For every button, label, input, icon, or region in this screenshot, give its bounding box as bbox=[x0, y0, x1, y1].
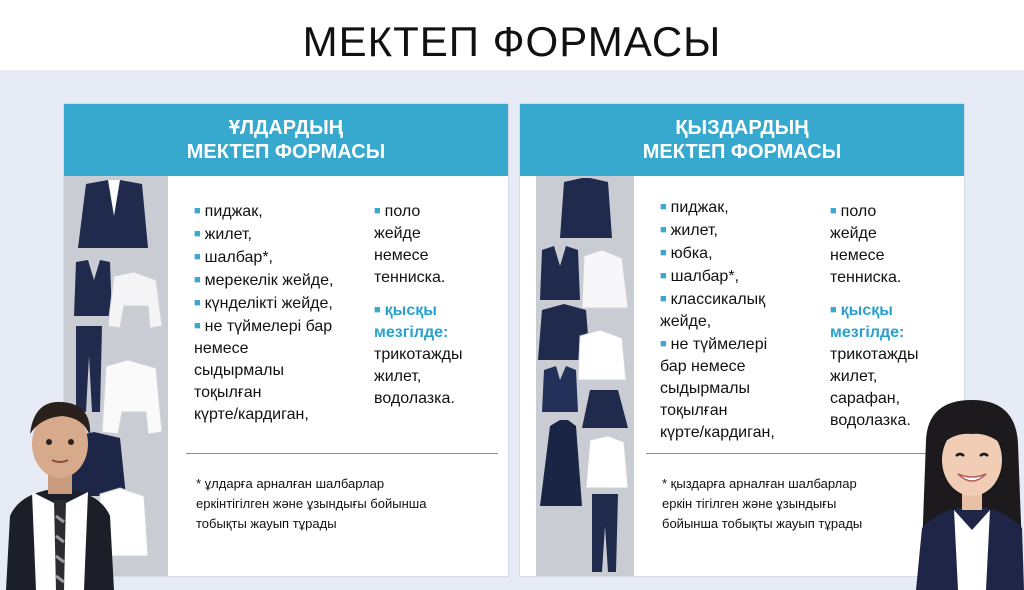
list-item: ■ поло жейде немесе тенниска. bbox=[374, 203, 446, 286]
list-item: ■ жилет, bbox=[194, 226, 252, 243]
list-item: ■ шалбар*, bbox=[660, 268, 739, 285]
list-item: ■ пиджак, bbox=[660, 199, 729, 216]
boys-uniform-panel bbox=[64, 104, 508, 576]
boys-header-line1: ҰЛДАРДЫҢ bbox=[228, 117, 344, 139]
blazer-image bbox=[560, 178, 612, 238]
boys-panel-header bbox=[64, 104, 508, 176]
shirt-image bbox=[108, 272, 162, 328]
girls-extra-column bbox=[830, 200, 950, 432]
girls-panel-header bbox=[520, 104, 964, 176]
boy-student-image bbox=[0, 396, 118, 590]
boys-extra-column bbox=[374, 200, 494, 410]
classic-shirt-image bbox=[578, 330, 626, 380]
boys-header-line2: МЕКТЕП ФОРМАСЫ bbox=[186, 141, 386, 163]
girls-footnote: * қыздарға арналған шалбарлар еркін тігілген және ұзындығы бойынша тобықты жауып тұрады bbox=[662, 476, 863, 531]
girls-header-line2: МЕКТЕП ФОРМАСЫ bbox=[642, 141, 842, 163]
knitted-vest-image bbox=[542, 366, 578, 412]
sarafan-image bbox=[540, 420, 582, 506]
turtleneck-image bbox=[586, 436, 628, 488]
skirt-image bbox=[582, 390, 628, 428]
list-item: ■ шалбар*, bbox=[194, 249, 273, 266]
girls-winter-items: трикотажды жилет, сарафан, водолазка. bbox=[830, 346, 919, 429]
girl-student-image bbox=[912, 400, 1024, 590]
vest-image bbox=[540, 246, 580, 300]
list-item: ■ поло жейде немесе тенниска. bbox=[830, 203, 902, 286]
list-item: ■ пиджак, bbox=[194, 203, 263, 220]
list-item: ■ мерекелік жейде, bbox=[194, 272, 334, 289]
girls-header-line1: ҚЫЗДАРДЫҢ bbox=[675, 117, 809, 139]
page-title: МЕКТЕП ФОРМАСЫ bbox=[302, 18, 722, 65]
list-item: ■ күнделікті жейде, bbox=[194, 295, 333, 312]
list-item: ■ жилет, bbox=[660, 222, 718, 239]
blouse-image bbox=[582, 250, 628, 308]
boys-items-column bbox=[194, 200, 374, 426]
list-item: ■ не түймелері бар немесе сыдырмалы тоқылған күрте/кардиган, bbox=[194, 318, 333, 423]
girls-items-column bbox=[660, 196, 830, 444]
vest-image bbox=[74, 260, 112, 316]
list-item: ■ классикалық жейде, bbox=[660, 291, 766, 330]
list-item: ■ не түймелері бар немесе сыдырмалы тоқылған күрте/кардиган, bbox=[660, 336, 775, 441]
girls-garments-image bbox=[536, 176, 634, 576]
trousers-image bbox=[592, 494, 618, 572]
girls-garment-photos bbox=[536, 176, 634, 576]
boys-footnote: * ұлдарға арналған шалбарлар еркінтігілген және ұзындығы бойынша тобықты жауып тұрады bbox=[196, 476, 427, 531]
girls-winter-label: ■ қысқы мезгілде: bbox=[830, 302, 905, 341]
boys-winter-label: ■ қысқы мезгілде: bbox=[374, 302, 449, 341]
list-item: ■ юбка, bbox=[660, 245, 713, 262]
girls-divider bbox=[646, 453, 954, 454]
boys-winter-items: трикотажды жилет, водолазка. bbox=[374, 346, 463, 407]
boys-content bbox=[180, 176, 508, 576]
girls-uniform-panel bbox=[520, 104, 964, 576]
boys-divider bbox=[186, 453, 498, 454]
